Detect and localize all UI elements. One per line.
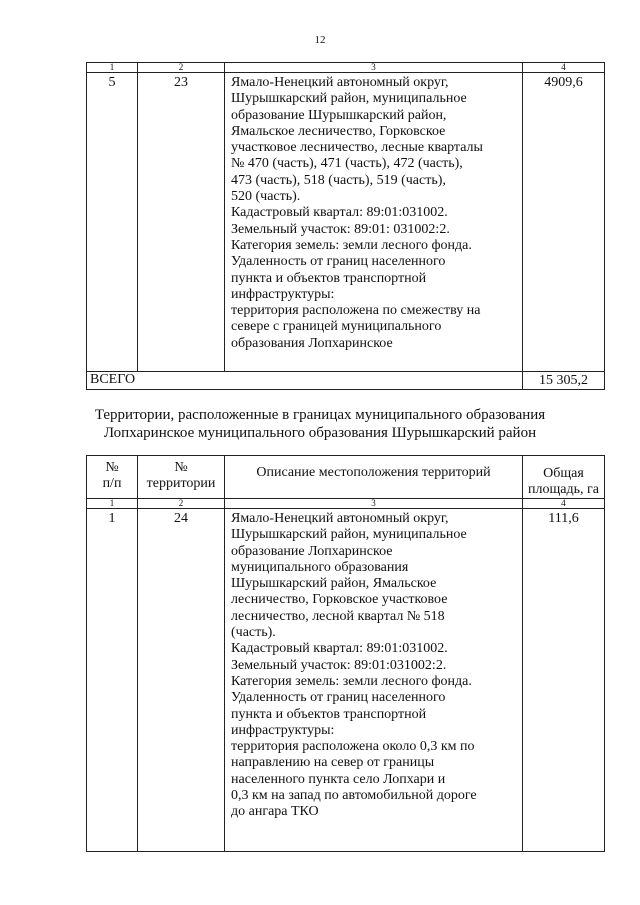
description-line: образования Лопхаринское: [231, 335, 393, 351]
description-line: до ангара ТКО: [231, 804, 319, 820]
description-line: Категория земель: земли лесного фонда.: [231, 673, 472, 689]
description-line: Земельный участок: 89:01: 031002:2.: [231, 221, 450, 237]
total-value: 15 305,2: [523, 372, 605, 390]
description-line: населенного пункта село Лопхари и: [231, 771, 446, 787]
column-number-row: [87, 499, 605, 509]
header-row-number: [87, 456, 138, 499]
description-line: № 470 (часть), 471 (часть), 472 (часть),: [231, 156, 463, 172]
description-line: Кадастровый квартал: 89:01:031002.: [231, 641, 448, 657]
col-number-2: 2: [138, 63, 225, 73]
description-line: 0,3 км на запад по автомобильной дороге: [231, 788, 477, 804]
description-line: севере с границей муниципального: [231, 319, 442, 335]
description-line: Земельный участок: 89:01:031002:2.: [231, 657, 447, 673]
header-territory-symbol: №: [174, 460, 188, 475]
description-line: пункта и объектов транспортной: [231, 270, 427, 286]
col-number-1: 1: [87, 63, 138, 73]
page-number: 12: [314, 34, 326, 46]
description-line: 520 (часть).: [231, 189, 301, 205]
description-line: участковое лесничество, лесные кварталы: [231, 140, 483, 156]
description-line: территория расположена по смежеству на: [231, 303, 481, 319]
description-line: 473 (часть), 518 (часть), 519 (часть),: [231, 172, 446, 188]
area-value: 4909,6: [523, 73, 605, 372]
col-number-1: 1: [87, 499, 138, 509]
description-line: Шурышкарский район, Ямальское: [231, 576, 437, 592]
description-line: муниципального образования: [231, 559, 409, 575]
header-row-number-symbol: №: [105, 460, 119, 475]
table-row: [87, 73, 605, 372]
description-line: образование Лопхаринское: [231, 543, 393, 559]
description-line: лесничество, Горковское участковое: [231, 592, 448, 608]
description-line: (часть).: [231, 625, 276, 641]
territory-number: 24: [138, 509, 225, 852]
header-area-line-1: Общая: [543, 466, 584, 481]
location-description: [225, 509, 523, 852]
row-number: 1: [87, 509, 138, 852]
section-caption-line-2: Лопхаринское муниципального образования Шурышкарский район: [103, 425, 537, 441]
description-line: Ямало-Ненецкий автономный округ,: [231, 75, 449, 90]
col-number-3: 3: [225, 499, 523, 509]
area-value: 111,6: [523, 509, 605, 852]
total-label: ВСЕГО: [87, 372, 523, 390]
description-line: инфраструктуры:: [231, 286, 335, 302]
header-area: [523, 456, 605, 499]
territory-table-lopkhari: [86, 455, 605, 852]
location-description: [225, 73, 523, 372]
territory-table-continued: [86, 62, 605, 390]
description-line: Категория земель: земли лесного фонда.: [231, 237, 472, 253]
description-line: направлению на север от границы: [231, 755, 435, 771]
table-row: [87, 509, 605, 852]
description-line: инфраструктуры:: [231, 722, 335, 738]
header-description: Описание местоположения территорий: [225, 456, 523, 499]
header-row: [87, 456, 605, 499]
header-area-line-2: площадь, га: [528, 482, 599, 497]
header-territory-number: [138, 456, 225, 499]
territory-number: 23: [138, 73, 225, 372]
header-territory-label: территории: [146, 476, 216, 491]
description-line: Ямальское лесничество, Горковское: [231, 123, 446, 139]
description-line: Кадастровый квартал: 89:01:031002.: [231, 205, 448, 221]
total-row: [87, 372, 605, 390]
row-number: 5: [87, 73, 138, 372]
description-line: территория расположена около 0,3 км по: [231, 739, 475, 755]
section-caption-line-1: Территории, расположенные в границах муниципального образования: [94, 407, 546, 423]
col-number-2: 2: [138, 499, 225, 509]
description-line: пункта и объектов транспортной: [231, 706, 427, 722]
description-line: Ямало-Ненецкий автономный округ,: [231, 511, 449, 526]
description-line: образование Шурышкарский район,: [231, 107, 447, 123]
description-line: лесничество, лесной квартал № 518: [231, 608, 445, 624]
header-row-number-label: п/п: [102, 476, 122, 491]
col-number-4: 4: [523, 63, 605, 73]
col-number-4: 4: [523, 499, 605, 509]
description-line: Удаленность от границ населенного: [231, 254, 446, 270]
description-line: Удаленность от границ населенного: [231, 690, 446, 706]
description-line: Шурышкарский район, муниципальное: [231, 527, 467, 543]
description-line: Шурышкарский район, муниципальное: [231, 91, 467, 107]
column-number-row: [87, 63, 605, 73]
col-number-3: 3: [225, 63, 523, 73]
